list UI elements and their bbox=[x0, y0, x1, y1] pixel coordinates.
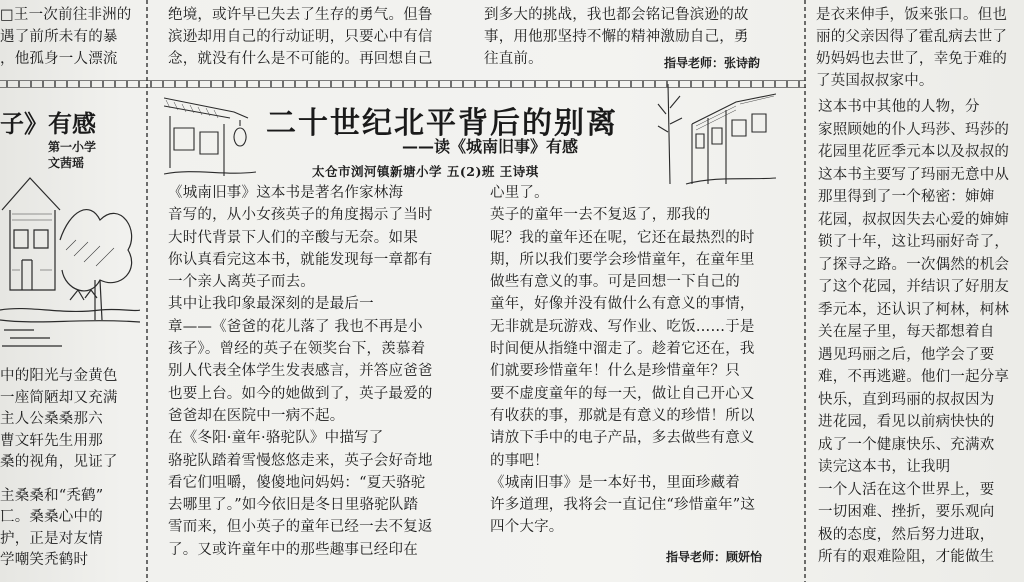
text-line: 了这个花园，并结识了好朋友 bbox=[818, 279, 1010, 295]
article-teacher-credit: 指导老师：顾妍怡 bbox=[666, 550, 763, 564]
text-line: 童年，好像并没有做什么有意义的事情， bbox=[490, 296, 755, 313]
text-line: 时间便从指缝中溜走了。趁着它还在，我 bbox=[490, 341, 755, 358]
text-line: 做些有意义的事。可是回想一下自己的 bbox=[490, 274, 740, 291]
text-line: 一座简陋却又充满 bbox=[0, 389, 118, 406]
text-line: 读完这本书，让我明 bbox=[818, 459, 951, 475]
text-line: 匸。桑桑心中的 bbox=[0, 509, 103, 525]
text-line: 往直前。 bbox=[484, 51, 543, 67]
text-line: 主人公桑桑那六 bbox=[0, 411, 103, 427]
text-line: 在《冬阳·童年·骆驼队》中描写了 bbox=[168, 430, 384, 447]
text-line: 了探寻之路。一次偶然的机会 bbox=[818, 256, 1010, 273]
text-line: 曹文轩先生用那 bbox=[0, 432, 103, 449]
text-line: 你认真看完这本书，就能发现每一章都有 bbox=[168, 251, 433, 268]
text-line: 家照顾她的仆人玛莎、玛莎的 bbox=[818, 121, 1010, 138]
text-line: 进花园，看见以前病快快的 bbox=[818, 414, 995, 430]
text-line: 关在屋子里，每天都想着自 bbox=[818, 324, 995, 340]
text-line: 极的态度，然后努力进取， bbox=[818, 526, 995, 543]
text-line: 期，所以我们要学会珍惜童年，在童年里 bbox=[490, 251, 755, 268]
text-line: 主桑桑和“秃鹤” bbox=[0, 487, 104, 504]
text-line: 孩子》。曾经的英子在领奖台下，羡慕着 bbox=[168, 341, 426, 358]
text-line: 四个大字。 bbox=[490, 519, 564, 536]
left-article-school: 第一小学 bbox=[48, 140, 97, 154]
text-line: 去哪里了。”如今依旧是冬日里骆驼队踏 bbox=[168, 497, 419, 514]
text-line: 花园里花匠季元本以及叔叔的 bbox=[818, 144, 1010, 160]
text-line: 别人代表全体学生发表感言，并答应爸爸 bbox=[168, 363, 433, 380]
text-line: 遇了前所未有的暴 bbox=[0, 29, 118, 45]
text-line: 请放下手中的电子产品，多去做些有意义 bbox=[490, 430, 755, 447]
text-line: 了英国叔叔家中。 bbox=[816, 73, 934, 89]
text-line: 奶妈妈也去世了，幸免于难的 bbox=[816, 51, 1008, 67]
text-line: 那里得到了一个秘密：婶婶 bbox=[818, 189, 995, 205]
top-right-text bbox=[816, 4, 1024, 92]
text-line: 英子的童年一去不复返了，那我的 bbox=[490, 207, 711, 224]
lantern-house-illustration bbox=[164, 88, 256, 180]
text-line: 一个亲人离英子而去。 bbox=[168, 274, 315, 291]
text-line: 成了一个健康快乐、充满欢 bbox=[818, 436, 995, 453]
text-line: 遇见玛丽之后，他学会了要 bbox=[818, 346, 995, 363]
text-line: 念，就没有什么是不可能的。再回想自己 bbox=[168, 51, 433, 67]
text-line: 护，正是对友情 bbox=[0, 530, 103, 547]
text-line bbox=[0, 474, 142, 486]
vertical-divider-left bbox=[146, 0, 148, 582]
article-subtitle: ——读《城南旧事》有感 bbox=[402, 137, 579, 156]
text-line: 一个人活在这个世界上，要 bbox=[818, 481, 995, 498]
text-line: 丽的父亲因得了霍乱病去世了 bbox=[816, 29, 1008, 45]
top-center-left-text bbox=[168, 4, 458, 70]
left-article-author: 文茜瑶 bbox=[48, 156, 85, 170]
text-line: 到多大的挑战，我也都会铭记鲁滨逊的故 bbox=[484, 7, 749, 23]
text-line: 《城南旧事》是一本好书，里面珍藏着 bbox=[490, 474, 740, 491]
text-line: 了。又或许童年中的那些趣事已经印在 bbox=[168, 541, 418, 558]
text-line: 有收获的事，那就是有意义的珍惜！所以 bbox=[490, 407, 755, 424]
right-article-body bbox=[818, 96, 1024, 569]
text-line: 骆驼队踏着雪慢悠悠走来，英子会好奇地 bbox=[168, 452, 433, 469]
text-line: 心里了。 bbox=[490, 185, 549, 201]
text-line: 快乐，直到玛丽的叔叔因为 bbox=[818, 391, 995, 408]
text-line: 也要上台。如今的她做到了，英子最爱的 bbox=[168, 385, 433, 402]
text-line: 们就要珍惜童年！什么是珍惜童年？只 bbox=[490, 363, 740, 380]
text-line: 锁了十年，这让玛丽好奇了， bbox=[818, 234, 1010, 250]
text-line: 花园，叔叔因失去心爱的婶婶 bbox=[818, 211, 1010, 228]
vertical-divider-right bbox=[804, 0, 806, 582]
text-line: 章——《爸爸的花儿落了 我也不再是小 bbox=[168, 318, 423, 335]
article-body-column-1 bbox=[168, 182, 458, 561]
article-byline: 太仓市浏河镇新塘小学 五(2)班 王诗琪 bbox=[312, 164, 539, 179]
text-line: 其中让我印象最深刻的是最后一 bbox=[168, 296, 374, 313]
article-body-column-2 bbox=[490, 182, 786, 539]
top-teacher-credit: 指导老师：张诗韵 bbox=[664, 56, 761, 70]
text-line: 绝境，或许早已失去了生存的勇气。但鲁 bbox=[168, 7, 433, 23]
old-street-illustration bbox=[656, 84, 776, 186]
text-line: 季元本，还认识了柯林，柯林 bbox=[818, 301, 1010, 318]
text-line: 呢？我的童年还在呢，它还在最热烈的时 bbox=[490, 229, 755, 246]
text-line: 无非就是玩游戏、写作业、吃饭……于是 bbox=[490, 318, 755, 335]
text-line: 雪而来，但小英子的童年已经一去不复返 bbox=[168, 519, 433, 536]
text-line: 学嘲笑秃鹤时 bbox=[0, 552, 89, 568]
text-line: ，他孤身一人漂流 bbox=[0, 51, 118, 67]
text-line: 所有的艰难险阻，才能做生 bbox=[818, 549, 995, 565]
article-title: 二十世纪北平背后的别离 bbox=[266, 106, 618, 141]
left-article-body bbox=[0, 366, 142, 572]
text-line: 的事吧！ bbox=[490, 452, 549, 469]
text-line: 中的阳光与金黄色 bbox=[0, 368, 118, 384]
text-line: 一切困难、挫折，要乐观向 bbox=[818, 504, 995, 520]
left-article-title: 子》有感 bbox=[0, 110, 96, 138]
text-line: 看它们咀嚼，傻傻地问妈妈：“夏天骆驼 bbox=[168, 474, 426, 491]
text-line: 是衣来伸手，饭来张口。但也 bbox=[816, 7, 1008, 23]
text-line: 难，不再逃避。他们一起分享 bbox=[818, 369, 1010, 385]
text-line: 滨逊却用自己的行动证明，只要心中有信 bbox=[168, 29, 433, 45]
text-line: 要不虚度童年的每一天，做让自己开心又 bbox=[490, 385, 755, 402]
text-line: 《城南旧事》这本书是著名作家林海 bbox=[168, 185, 404, 201]
text-line: 爸爸却在医院中一病不起。 bbox=[168, 407, 345, 424]
text-line: 许多道理，我将会一直记住“珍惜童年”这 bbox=[490, 497, 756, 514]
cottage-illustration bbox=[0, 170, 140, 360]
text-line: 大时代背景下人们的辛酸与无奈。如果 bbox=[168, 229, 418, 246]
text-line: □王一次前往非洲的 bbox=[0, 7, 132, 23]
text-line: 这本书主要写了玛丽无意中从 bbox=[818, 166, 1010, 183]
text-line: 事，用他那坚持不懈的精神激励自己，勇 bbox=[484, 29, 749, 45]
top-left-text bbox=[0, 4, 132, 70]
text-line: 桑的视角，见证了 bbox=[0, 454, 118, 470]
text-line: 这本书中其他的人物，分 bbox=[818, 99, 980, 115]
text-line: 音写的，从小女孩英子的角度揭示了当时 bbox=[168, 207, 433, 224]
